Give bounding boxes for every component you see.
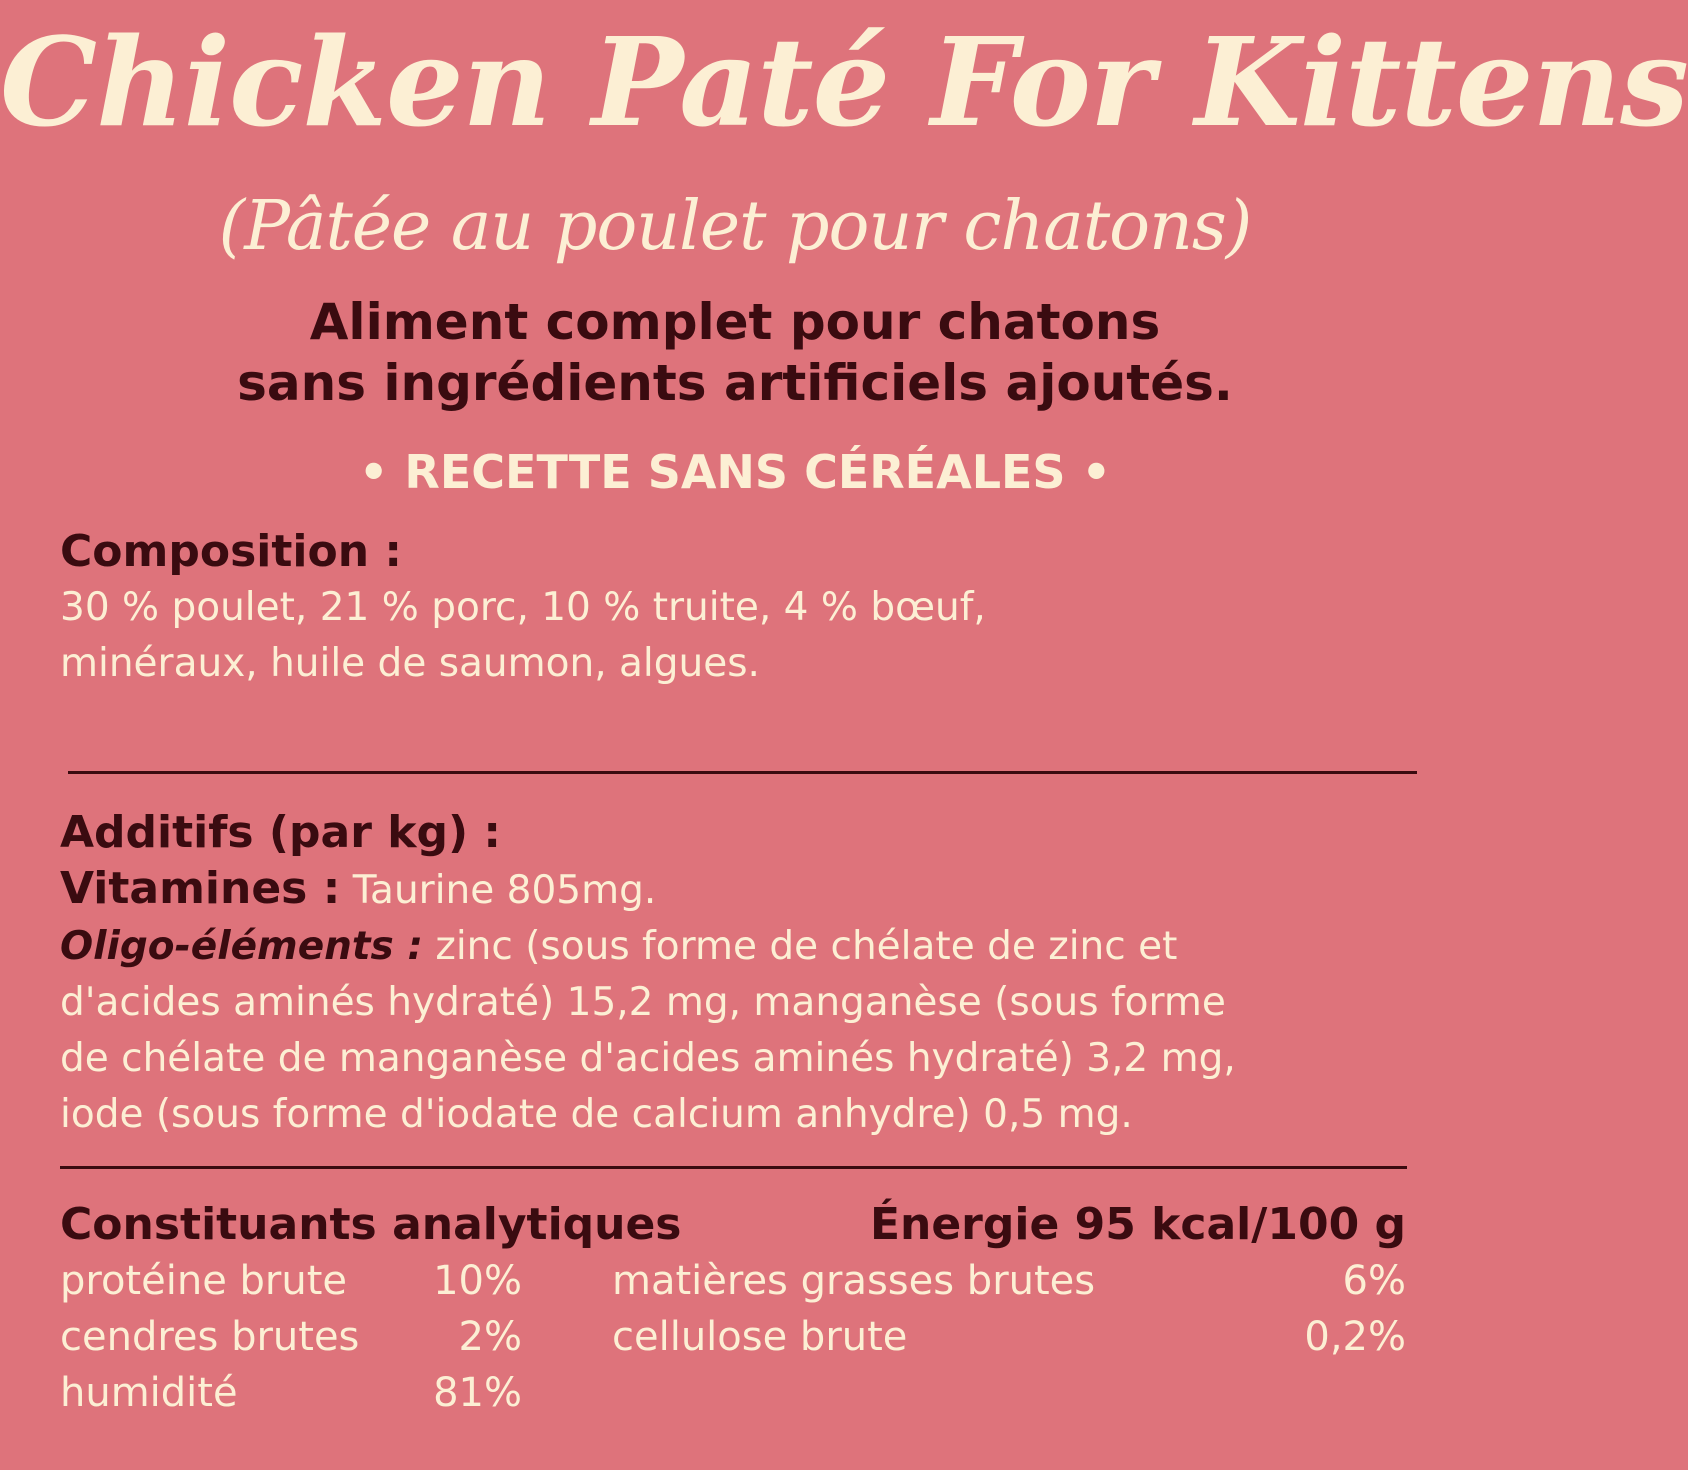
- tagline-line-1: Aliment complet pour chatons: [309, 293, 1161, 351]
- constituent-label: protéine brute: [60, 1258, 347, 1304]
- oligo-line-3: de chélate de manganèse d'acides aminés hydraté) 3,2 mg,: [60, 1036, 1236, 1081]
- oligo-line-1: [60, 919, 1236, 975]
- vitamines-text: Taurine 805mg.: [340, 868, 657, 913]
- product-subtitle: (Pâtée au poulet pour chatons): [218, 187, 1252, 266]
- constituent-value: 0,2%: [1304, 1314, 1406, 1360]
- additifs-section: [60, 805, 1236, 1143]
- composition-heading: Composition :: [60, 526, 402, 577]
- product-title: Chicken Paté For Kittens: [0, 10, 1688, 154]
- analytique-heading: Constituants analytiques: [60, 1199, 682, 1250]
- grain-free-banner: • RECETTE SANS CÉRÉALES •: [359, 445, 1111, 499]
- oligo-label: Oligo-éléments :: [60, 924, 423, 969]
- constituent-label: humidité: [60, 1370, 238, 1416]
- oligo-line-2: d'acides aminés hydraté) 15,2 mg, manganèse (sous forme: [60, 980, 1226, 1025]
- composition-line-1: 30 % poulet, 21 % porc, 10 % truite, 4 % bœuf,: [60, 585, 986, 630]
- additifs-heading: Additifs (par kg) :: [60, 807, 501, 858]
- tagline-line-2: sans ingrédients artificiels ajoutés.: [237, 354, 1233, 412]
- oligo-line-4: iode (sous forme d'iodate de calcium anhydre) 0,5 mg.: [60, 1092, 1133, 1137]
- constituent-label: matières grasses brutes: [612, 1258, 1096, 1304]
- constituent-value: 6%: [1342, 1258, 1406, 1304]
- constituent-value: 2%: [458, 1314, 522, 1360]
- tagline: [0, 292, 1470, 414]
- composition-section: [60, 524, 986, 692]
- oligo-text-1: zinc (sous forme de chélate de zinc et: [422, 924, 1178, 969]
- constituent-label: cellulose brute: [612, 1314, 908, 1360]
- constituent-value: 81%: [433, 1370, 522, 1416]
- composition-line-2: minéraux, huile de saumon, algues.: [60, 641, 760, 686]
- energie-value: Énergie 95 kcal/100 g: [869, 1199, 1406, 1250]
- divider-2: [60, 1166, 1407, 1169]
- vitamines-line: [60, 861, 1236, 919]
- vitamines-label: Vitamines :: [60, 863, 341, 914]
- constituent-label: cendres brutes: [60, 1314, 360, 1360]
- constituent-value: 10%: [433, 1258, 522, 1304]
- divider-1: [68, 771, 1417, 774]
